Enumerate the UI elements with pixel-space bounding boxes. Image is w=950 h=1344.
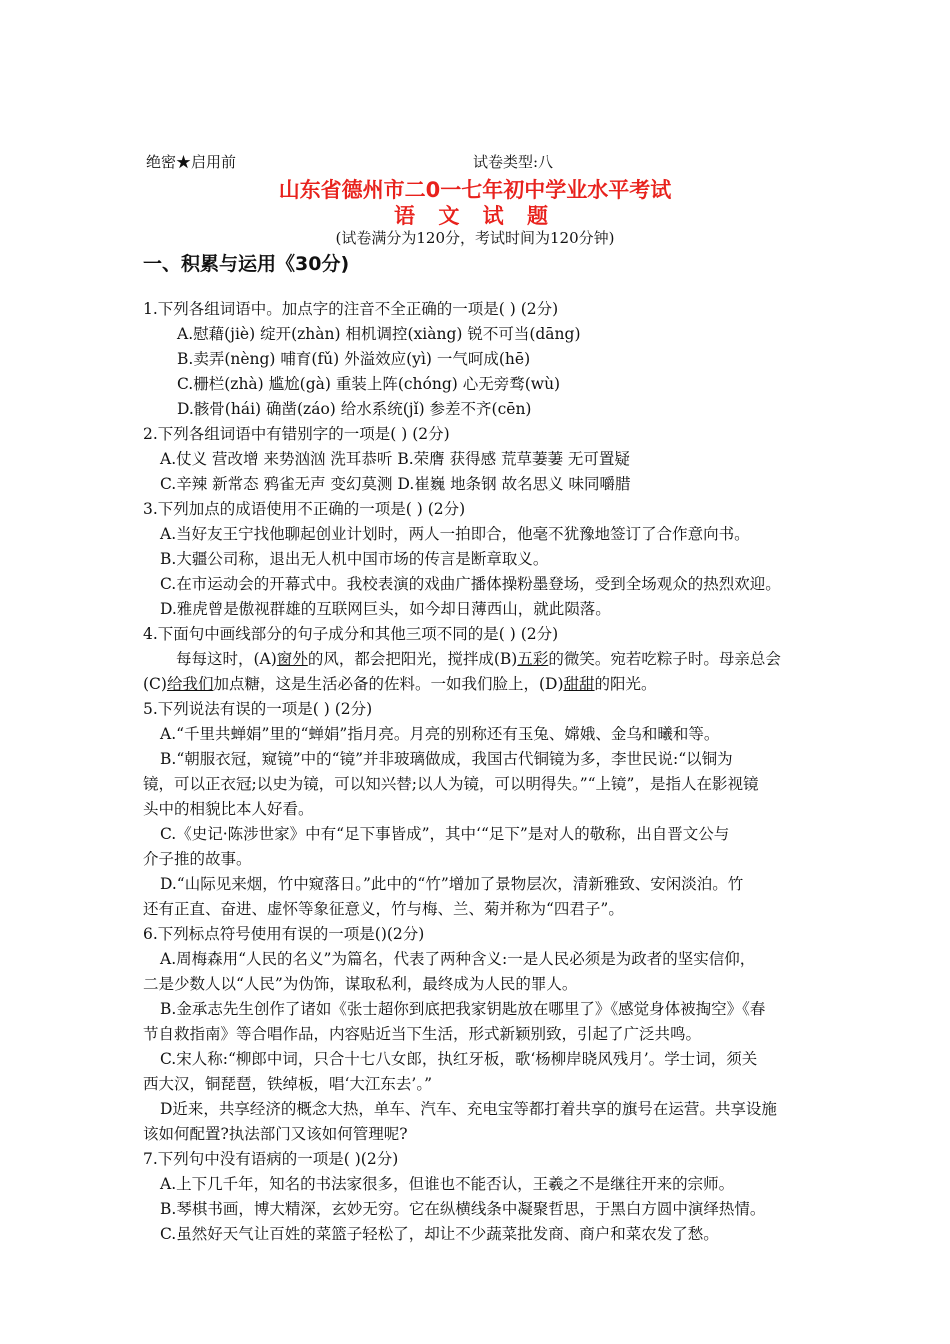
q2-options-row2: C.辛辣 新常态 鸦雀无声 变幻莫测 D.崔巍 地条钢 故名思义 味同嚼腊 bbox=[160, 475, 631, 493]
q7-stem: 7.下列句中没有语病的一项是( )(2分) bbox=[143, 1150, 399, 1168]
confidential-label: 绝密★启用前 bbox=[146, 153, 237, 171]
q3-stem: 3.下列加点的成语使用不正确的一项是( ) (2分) bbox=[143, 500, 466, 518]
q4-text: 的微笑。宛若吃粽子时。母亲总会 bbox=[548, 650, 781, 668]
q4-passage-line1 bbox=[176, 648, 856, 670]
subject-title: 语 文 试 题 bbox=[394, 204, 556, 228]
paper-type-label: 试卷类型:八 bbox=[473, 153, 554, 171]
q5-option-a: A.“千里共蝉娟”里的“蝉娟”指月亮。月亮的别称还有玉兔、嫦娥、金乌和曦和等。 bbox=[160, 725, 720, 743]
q5-option-d-line1: D.“山际见来烟，竹中窥落日。”此中的“竹”增加了景物层次，清新雅致、安闲淡泊。竹 bbox=[160, 875, 744, 893]
exam-title: 山东省德州市二0一七年初中学业水平考试 bbox=[278, 178, 672, 202]
q5-option-b-line3: 头中的相貌比本人好看。 bbox=[143, 800, 314, 818]
q4-underline-a: 窗外 bbox=[276, 650, 308, 668]
q4-underline-d: 甜甜 bbox=[563, 675, 595, 693]
q4-underline-c: 给我们 bbox=[166, 675, 214, 693]
q4-text: 的阳光。 bbox=[594, 675, 657, 693]
q6-option-d-line1: D近来，共享经济的概念大热，单车、汽车、充电宝等都打着共享的旗号在运营。共享设施 bbox=[160, 1100, 777, 1118]
q6-option-d-line2: 该如何配置?执法部门又该如何管理呢? bbox=[143, 1125, 408, 1143]
q7-option-a: A.上下几千年，知名的书法家很多，但谁也不能否认，王羲之不是继往开来的宗师。 bbox=[160, 1175, 735, 1193]
q4-text: 的风，都会把阳光，搅拌成(B) bbox=[307, 650, 518, 668]
q5-option-d-line2: 还有正直、奋进、虚怀等象征意义，竹与梅、兰、菊并称为“四君子”。 bbox=[143, 900, 624, 918]
q1-stem: 1.下列各组词语中。加点字的注音不全正确的一项是( ) (2分) bbox=[143, 300, 559, 318]
q4-stem: 4.下面句中画线部分的句子成分和其他三项不同的是( ) (2分) bbox=[143, 625, 559, 643]
exam-note: (试卷满分为120分，考试时间为120分钟) bbox=[335, 229, 615, 247]
q5-stem: 5.下列说法有误的一项是( ) (2分) bbox=[143, 700, 373, 718]
q4-underline-b: 五彩 bbox=[517, 650, 549, 668]
q4-text: (C) bbox=[143, 675, 167, 693]
q6-stem: 6.下列标点符号使用有误的一项是()(2分) bbox=[143, 925, 425, 943]
q6-option-c-line2: 西大汉，铜琵琶，铁绰板，唱‘大江东去’。” bbox=[143, 1075, 433, 1093]
q7-option-b: B.琴棋书画，博大精深，玄妙无穷。它在纵横线条中凝聚哲思，于黑白方圆中演绎热情。 bbox=[160, 1200, 766, 1218]
q5-option-b-line1: B.“朝服衣冠，窥镜”中的“镜”并非玻璃做成，我国古代铜镜为多，李世民说:“以铜为 bbox=[160, 750, 733, 768]
q6-option-b-line2: 节自救指南》等合唱作品，内容贴近当下生活，形式新颖别致，引起了广泛共鸣。 bbox=[143, 1025, 702, 1043]
q4-text: 加点糖，这是生活必备的佐料。一如我们脸上，(D) bbox=[213, 675, 564, 693]
q5-option-b-line2: 镜，可以正衣冠;以史为镜，可以知兴替;以人为镜，可以明得失。”“上镜”，是指人在影视镜 bbox=[143, 775, 759, 793]
q6-option-c-line1: C.宋人称:“柳郎中词，只合十七八女郎，执红牙板，歌‘杨柳岸晓风残月’。学士词，须关 bbox=[160, 1050, 758, 1068]
q6-option-a-line2: 二是少数人以“人民”为伪饰，谋取私利，最终成为人民的罪人。 bbox=[143, 975, 578, 993]
q2-stem: 2.下列各组词语中有错别字的一项是( ) (2分) bbox=[143, 425, 450, 443]
q4-text: 每每这时，(A) bbox=[176, 650, 277, 668]
section-heading: 一、积累与运用《30分) bbox=[143, 253, 350, 275]
q3-option-c: C.在市运动会的开幕式中。我校表演的戏曲广播体操粉墨登场，受到全场观众的热烈欢迎。 bbox=[160, 575, 781, 593]
q6-option-b-line1: B.金承志先生创作了诸如《张士超你到底把我家钥匙放在哪里了》《感觉身体被掏空》《春 bbox=[160, 1000, 766, 1018]
q4-passage-line2 bbox=[143, 673, 823, 695]
q6-option-a-line1: A.周梅森用“人民的名义”为篇名，代表了两种含义:一是人民必须是为政者的坚实信仰， bbox=[160, 950, 756, 968]
q1-option-c: C.栅栏(zhà) 尴尬(gà) 重装上阵(chóng) 心无旁骛(wù) bbox=[177, 375, 561, 393]
q1-option-d: D.骸骨(hái) 确凿(záo) 给水系统(jǐ) 参差不齐(cēn) bbox=[177, 400, 532, 418]
q3-option-a: A.当好友王宁找他聊起创业计划时，两人一拍即合，他毫不犹豫地签订了合作意向书。 bbox=[160, 525, 750, 543]
q2-options-row1: A.仗义 营改增 来势汹汹 洗耳恭听 B.荣膺 获得感 荒草萋萋 无可置疑 bbox=[160, 450, 630, 468]
q1-option-a: A.慰藉(jiè) 绽开(zhàn) 相机调控(xiàng) 锐不可当(dāng) bbox=[177, 325, 581, 343]
q3-option-b: B.大疆公司称，退出无人机中国市场的传言是断章取义。 bbox=[160, 550, 549, 568]
q1-option-b: B.卖弄(nèng) 哺育(fǔ) 外溢效应(yì) 一气呵成(hē) bbox=[177, 350, 531, 368]
q7-option-c: C.虽然好天气让百姓的菜篮子轻松了，却让不少蔬菜批发商、商户和菜农发了愁。 bbox=[160, 1225, 719, 1243]
q5-option-c-line1: C.《史记·陈涉世家》中有“足下事皆成”，其中‘“足下”是对人的敬称，出自晋文公与 bbox=[160, 825, 730, 843]
q5-option-c-line2: 介子推的故事。 bbox=[143, 850, 252, 868]
q3-option-d: D.雅虎曾是傲视群雄的互联网巨头，如今却日薄西山，就此陨落。 bbox=[160, 600, 611, 618]
